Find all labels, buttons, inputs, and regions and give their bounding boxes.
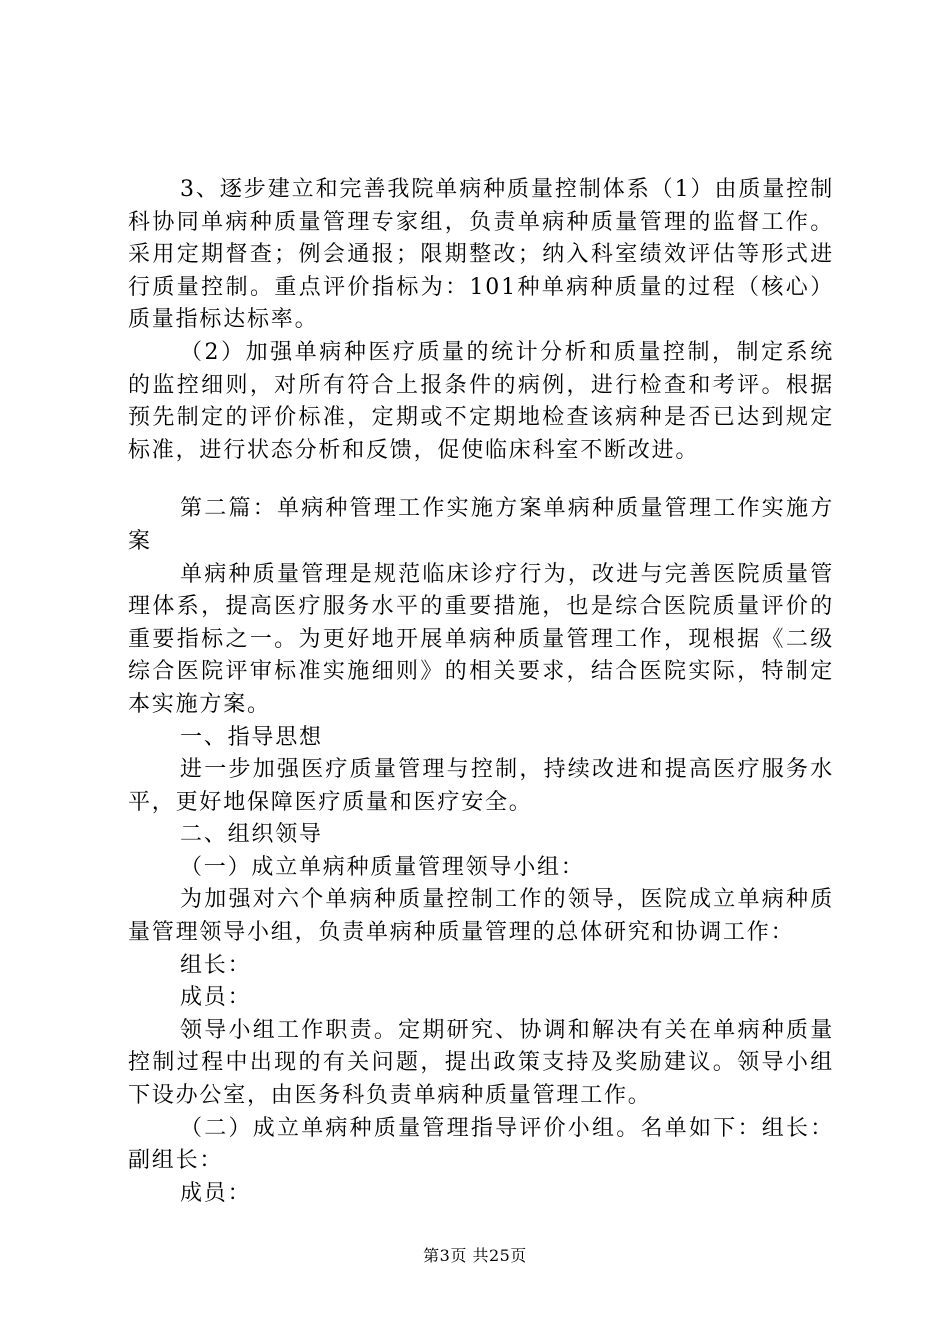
paragraph-guiding-ideology: 进一步加强医疗质量管理与控制，持续改进和提高医疗服务水平，更好地保障医疗质量和医疗安全。: [128, 757, 834, 815]
heading-guiding-ideology: 一、指导思想: [180, 724, 323, 750]
paragraph-statistical-analysis: （2）加强单病种医疗质量的统计分析和质量控制，制定系统的监控细则，对所有符合上报条件的病例，进行检查和考评。根据预先制定的评价标准，定期或不定期地检查该病种是否已达到规定标准，进行状态分析和反馈，促使临床科室不断改进。: [128, 339, 834, 463]
subheading-evaluation-group: （二）成立单病种质量管理指导评价小组。名单如下：组长：副组长：: [128, 1115, 834, 1174]
section-gap: [128, 467, 834, 493]
document-body: [128, 174, 834, 1210]
subheading-leading-group: （一）成立单病种质量管理领导小组：: [180, 854, 585, 880]
section-title-part-two: 第二篇：单病种管理工作实施方案单病种质量管理工作实施方案: [128, 496, 834, 554]
paragraph-leading-group: 为加强对六个单病种质量控制工作的领导，医院成立单病种质量管理领导小组，负责单病种质量管理的总体研究和协调工作：: [128, 887, 834, 946]
paragraph-introduction: 单病种质量管理是规范临床诊疗行为，改进与完善医院质量管理体系，提高医疗服务水平的重要措施，也是综合医院质量评价的重要指标之一。为更好地开展单病种质量管理工作，现根据《二级综合医院评审标准实施细则》的相关要求，结合医院实际，特制定本实施方案。: [128, 561, 834, 717]
field-group-leader: 组长：: [180, 952, 252, 978]
heading-organization: 二、组织领导: [180, 822, 323, 848]
page-number-footer: 第3页 共25页: [423, 1246, 527, 1265]
paragraph-quality-control-system: 3、逐步建立和完善我院单病种质量控制体系（1）由质量控制科协同单病种质量管理专家组，负责单病种质量管理的监督工作。采用定期督查；例会通报；限期整改；纳入科室绩效评估等形式进行质量控制。重点评价指标为：101种单病种质量的过程（核心）质量指标达标率。: [128, 177, 834, 333]
field-evaluation-members: 成员：: [180, 1180, 252, 1206]
paragraph-group-duties: 领导小组工作职责。定期研究、协调和解决有关在单病种质量控制过程中出现的有关问题，提出政策支持及奖励建议。领导小组下设办公室，由医务科负责单病种质量管理工作。: [128, 1017, 834, 1109]
field-members: 成员：: [180, 985, 252, 1011]
